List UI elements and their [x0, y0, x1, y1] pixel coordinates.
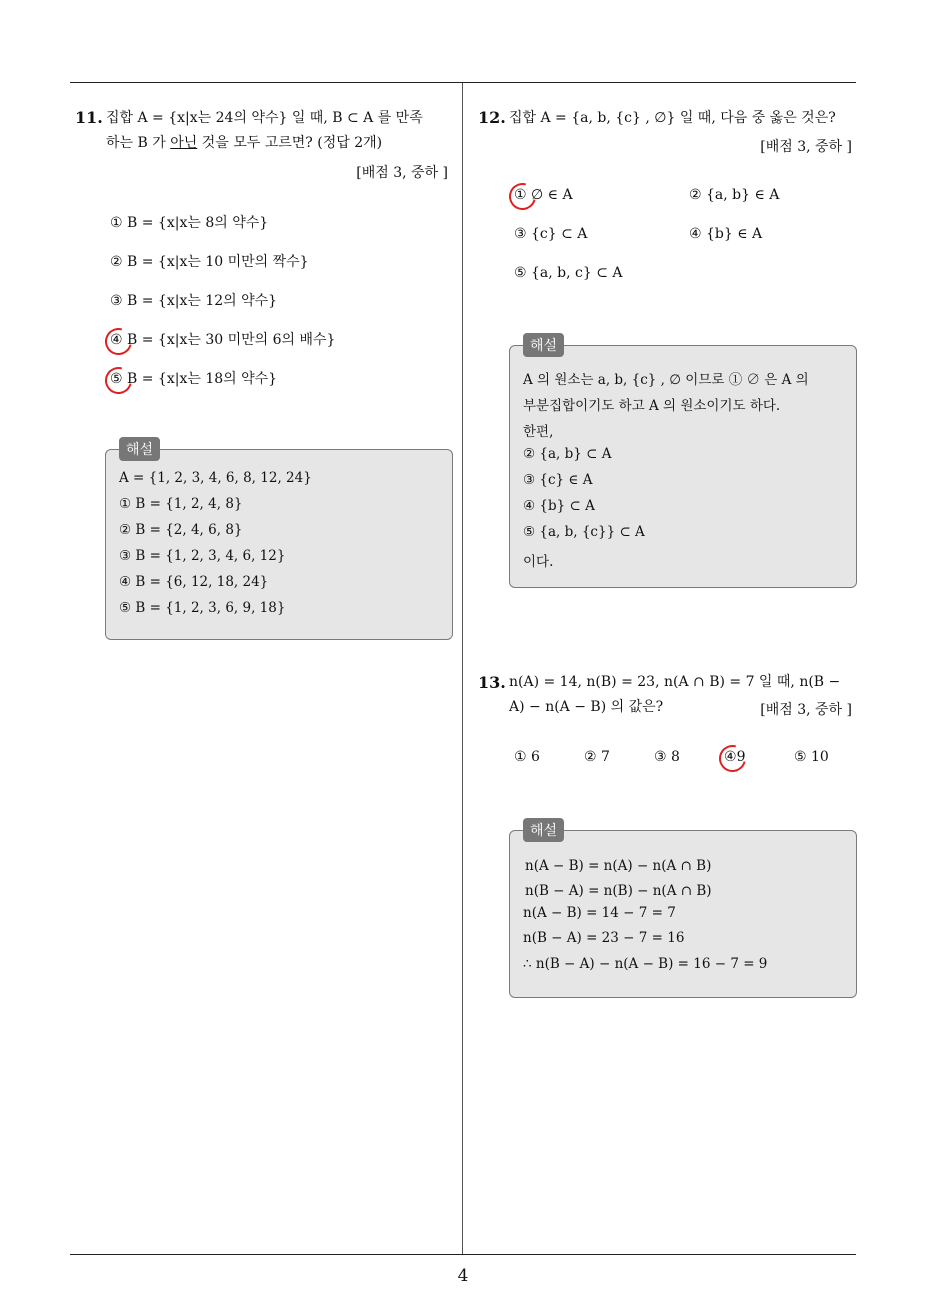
q11-sol-line: ② B = {2, 4, 6, 8} [119, 522, 243, 538]
q13-number: 13. [478, 673, 506, 692]
q11-line2: 하는 B 가 아닌 것을 모두 고르면? (정답 2개) [106, 135, 383, 151]
q12-solution-label: 해설 [523, 333, 564, 357]
choice-text: ∅ ∈ A [531, 187, 573, 203]
q11-sol-line: ⑤ B = {1, 2, 3, 6, 9, 18} [119, 600, 286, 616]
choice-marker: ① [514, 749, 527, 765]
choice-text: {b} ∈ A [706, 226, 763, 242]
q11-stem [106, 106, 456, 156]
choice-text: {c} ⊂ A [531, 226, 588, 242]
q12-sol-line: 부분집합이기도 하고 A 의 원소이기도 하다. [523, 398, 781, 414]
q12-meta: [배점 3, 중하 ] [760, 139, 852, 155]
choice-text: B = {x|x는 10 미만의 짝수} [127, 254, 309, 270]
choice-marker: ② [584, 749, 597, 765]
q12-choice-3[interactable] [514, 226, 587, 242]
choice-text: B = {x|x는 12의 약수} [127, 293, 278, 309]
q11-underline-word: 아닌 [170, 135, 198, 151]
q12-sol-line: 한편, [523, 424, 554, 440]
bottom-rule [70, 1254, 856, 1255]
q12-sol-line: ② {a, b} ⊂ A [523, 446, 612, 462]
choice-marker: ③ [514, 226, 527, 242]
q11-choice-1[interactable] [110, 212, 268, 232]
q11-sol-line: ③ B = {1, 2, 3, 4, 6, 12} [119, 548, 286, 564]
choice-text: {a, b, c} ⊂ A [531, 265, 623, 281]
q12-choice-1[interactable] [514, 187, 573, 203]
choice-text: 7 [601, 749, 610, 765]
q13-line2: A) − n(A − B) 의 값은? [509, 699, 664, 715]
choice-text: B = {x|x는 8의 약수} [127, 215, 269, 231]
q12-sol-line: ⑤ {a, b, {c}} ⊂ A [523, 524, 645, 540]
q11-solution-label: 해설 [119, 437, 160, 461]
choice-text: 6 [531, 749, 540, 765]
q11-choice-3[interactable] [110, 290, 277, 310]
q11-choice-2[interactable] [110, 251, 309, 271]
page-number: 4 [457, 1266, 469, 1286]
q12-sol-line: ④ {b} ⊂ A [523, 498, 595, 514]
choice-marker: ⑤ [794, 749, 807, 765]
q12-choice-2[interactable] [689, 187, 779, 203]
choice-marker: ③ [654, 749, 667, 765]
q12-choice-4[interactable] [689, 226, 762, 242]
q12-sol-line: A 의 원소는 a, b, {c} , ∅ 이므로 ① ∅ 은 A 의 [523, 372, 809, 388]
choice-marker: ② [689, 187, 702, 203]
q13-choice-1[interactable] [514, 749, 540, 765]
q13-choice-2[interactable] [584, 749, 610, 765]
q13-choice-3[interactable] [654, 749, 680, 765]
q13-choice-5[interactable] [794, 749, 829, 765]
q12-stem: 집합 A = {a, b, {c} , ∅} 일 때, 다음 중 옳은 것은? [509, 110, 836, 126]
q13-sol-line: n(A − B) = n(A) − n(A ∩ B) [525, 858, 712, 874]
q13-sol-line: n(A − B) = 14 − 7 = 7 [523, 905, 676, 921]
q13-choice-4[interactable] [724, 749, 745, 765]
choice-marker: ⑤ [514, 265, 527, 281]
choice-marker: ④ [689, 226, 702, 242]
choice-text: B = {x|x는 30 미만의 6의 배수} [127, 332, 336, 348]
q11-choice-5[interactable] [110, 368, 277, 388]
choice-marker: ② [110, 254, 123, 270]
answer-circle-icon: ① [514, 187, 527, 203]
q11-sol-line: ④ B = {6, 12, 18, 24} [119, 574, 269, 590]
q12-choice-5[interactable] [514, 265, 623, 281]
q11-meta: [배점 3, 중하 ] [356, 165, 448, 181]
q11-choice-4[interactable] [110, 329, 335, 349]
q13-sol-line: n(B − A) = n(B) − n(A ∩ B) [525, 883, 712, 899]
q12-number: 12. [478, 108, 506, 127]
q11-sol-line: A = {1, 2, 3, 4, 6, 8, 12, 24} [119, 470, 312, 486]
q13-meta: [배점 3, 중하 ] [760, 702, 852, 718]
q13-solution-label: 해설 [523, 818, 564, 842]
choice-marker: ③ [110, 293, 123, 309]
choice-text: 9 [736, 749, 746, 765]
choice-text: 8 [671, 749, 680, 765]
q11-number: 11. [75, 108, 103, 127]
q11-line1: 집합 A = {x|x는 24의 약수} 일 때, B ⊂ A 를 만족 [106, 110, 423, 126]
answer-circle-icon: ④ [724, 749, 737, 765]
choice-text: B = {x|x는 18의 약수} [127, 371, 278, 387]
q12-sol-line: 이다. [523, 554, 554, 570]
answer-circle-icon: ④ [110, 332, 123, 348]
choice-text: 10 [811, 749, 829, 765]
q13-sol-line: n(B − A) = 23 − 7 = 16 [523, 930, 685, 946]
answer-circle-icon: ⑤ [110, 371, 123, 387]
q11-sol-line: ① B = {1, 2, 4, 8} [119, 496, 243, 512]
q12-sol-line: ③ {c} ∈ A [523, 472, 593, 488]
q13-line1: n(A) = 14, n(B) = 23, n(A ∩ B) = 7 일 때, n(B − [509, 674, 841, 690]
choice-marker: ① [110, 215, 123, 231]
choice-text: {a, b} ∈ A [706, 187, 780, 203]
q13-sol-line: ∴ n(B − A) − n(A − B) = 16 − 7 = 9 [523, 956, 768, 972]
column-divider [462, 83, 463, 1255]
top-rule [70, 82, 856, 83]
